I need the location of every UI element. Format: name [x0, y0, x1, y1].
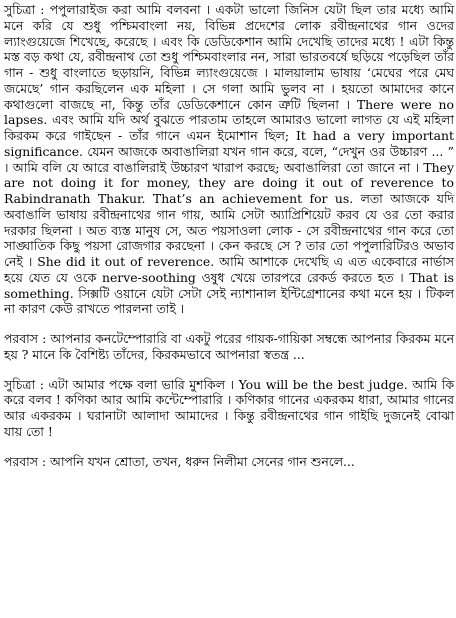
- interview-document: [4, 2, 454, 469]
- paragraph-suchitra-2: সুচিত্রা : এটা আমার পক্ষে বলা ভারি মুশকিল । You will be the best judge. আমি কি করে বলব ! কণিকা আর আমি কন্টেম্পোরারি । কণিকার গানের একরকম ধারা, আমার গানের আর একরকম । ঘরানাটা আলাদা আমাদের । কিন্তু রবীন্দ্রনাথের গান গাইছি দুজনেই বোঝা যায় তো !: [4, 376, 454, 439]
- paragraph-parabaas-1: পরবাস : আপনার কনটেম্পোরারি বা একটু পরের গায়ক-গায়িকা সম্বন্ধে আপনার কিরকম মনে হয় ? মানে কি বৈশিষ্ট্য তাঁদের, কিরকমভাবে আপনারা স্বতন্ত্র ...: [4, 331, 454, 362]
- paragraph-gap: [4, 363, 454, 377]
- paragraph-parabaas-2: পরবাস : আপনি যখন শ্রোতা, তখন, ধরুন নিলীমা সেনের গান শুনলে...: [4, 453, 355, 469]
- paragraph-gap: [4, 317, 454, 331]
- paragraph-suchitra-1: সুচিত্রা : পপুলারাইজ করা আমি বলবনা । একটা ভালো জিনিস যেটা ছিল তার মধ্যে আমি মনে করি যে শুধু পশ্চিমবাংলা নয়, বিভিন্ন প্রদেশের লোক রবীন্দ্রনাথের গান ওদের ল্যাংগুয়েজে শিখেছে, করেছে । এবং কি ডেডিকেশান আমি দেখেছি তাদের মধ্যে ! এটা কিন্তু মস্ত বড় কথা যে, রবীন্দ্রনাথ তো শুধু পশ্চিমবাংলার নন, সারা ভারতবর্ষে ছড়িয়ে পড়েছিল তাঁর গান - শুধু বাংলাতে ছড়ায়নি, বিভিন্ন ল্যাংগুয়েজে । মালয়ালাম ভাষায় ‘মেঘের পরে মেঘ জমেছে’ গান করছিলেন এক মহিলা । সে গলা আমি ভুলব না । হয়তো আমাদের কানে কথাগুলো বাজছে না, কিন্তু তাঁর ডেডিকেশানে কোন ত্রুটি ছিলনা । There were no lapses. এবং আমি যদি অর্থ বুঝতে পারতাম তাহলে আমারও ভালো লাগত যে এই মহিলা কিরকম করে গাইছেন - তাঁর গানে এমন ইমোশান ছিল; It had a very important significance. যেমন আজকে অবাঙালিরা যখন গান করে, বলে, “দেখুন ওর উচ্চারণ ... ” । আমি বলি যে আরে বাঙালিরাই উচ্চারণ খারাপ করছে; অবাঙালিরা তো জানে না । They are not doing it for money, they are doing it out of reverence to Rabindranath Thakur. That’s an achievement for us. লতা আজকে যদি অবাঙালি ভাষায় রবীন্দ্রনাথের গান গায়, আমি সেটা অ্যাপ্রিশিয়েট করব যে ওর তো করার দরকার ছিলনা । অত ব্যস্ত মানুষ সে, অত পয়সাওলা লোক - সে রবীন্দ্রনাথের গান করে তো সাঙ্ঘাতিক কিছু পয়সা রোজগার করছেনা । কেন করছে সে ? তার তো পপুলারিটিরও অভাব নেই । She did it out of reverence. আমি আশাকে দেখেছি এ এত একেবারে নার্ভাস হয়ে যেত যে ওকে nerve-soothing ওষুধ খেয়ে তারপরে রেকর্ড করতে হত । That is something. সিক্সটি ওয়ানে যেটা সেটা সেই ন্যাশানাল ইন্টিগ্রেশানের কথা মনে হয় । টিকল না কারণ কেউ রাখতে পারলনা তাই ।: [4, 2, 454, 317]
- paragraph-gap: [4, 440, 454, 454]
